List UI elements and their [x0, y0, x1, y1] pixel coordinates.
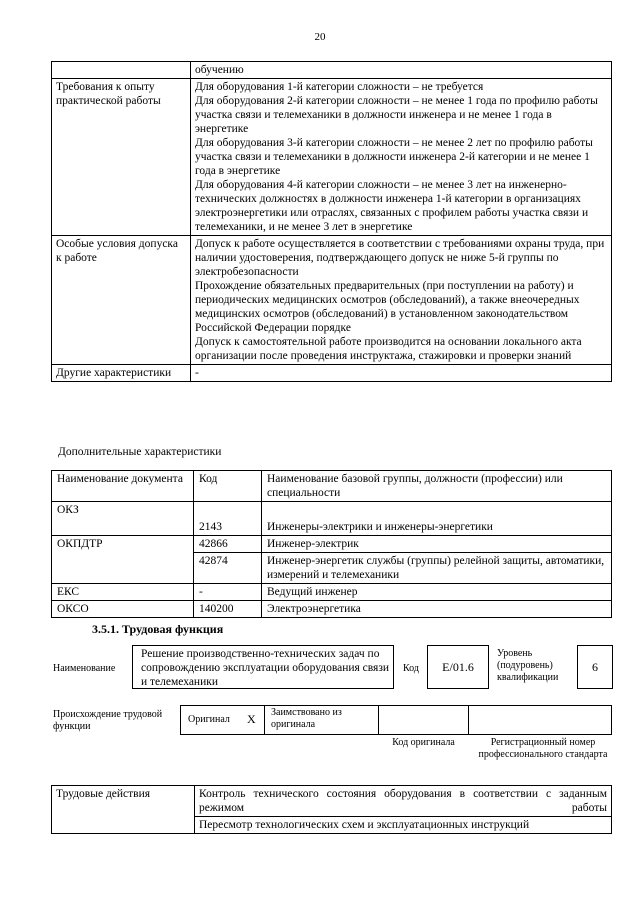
cell-name: Инженер-энергетик службы (группы) релейной защиты, автоматики, измерений и телемеханики	[262, 553, 612, 584]
original-mark: X	[247, 712, 256, 726]
row-label: Требования к опыту практической работы	[52, 79, 191, 236]
requirements-table	[51, 61, 612, 382]
cell-code: 140200	[194, 601, 262, 618]
additional-heading: Дополнительные характеристики	[58, 446, 222, 458]
paragraph: Для оборудования 2-й категории сложности – не менее 1 года по профилю работы участка связи и телемеханики в должности инженера и не менее 1 года в энергетике	[195, 95, 598, 135]
paragraph: обучению	[195, 64, 244, 76]
paragraph: -	[195, 367, 199, 379]
origin-label: Происхождение трудовой функции	[53, 709, 163, 732]
table-row	[52, 601, 612, 618]
code-original-caption: Код оригинала	[392, 737, 455, 748]
paragraph: Допуск к работе осуществляется в соответствии с требованиями охраны труда, при наличии удостоверения, подтверждающего допуск не ниже 5-й группы по электробезопасности	[195, 238, 605, 278]
original-label: Оригинал	[188, 714, 230, 725]
cell-code: 2143	[194, 502, 262, 536]
row-content	[191, 365, 612, 382]
cell-doc: ОКСО	[52, 601, 194, 618]
page-number: 20	[314, 31, 326, 43]
cell-doc: ОКЗ	[52, 502, 194, 536]
borrowed-label: Заимствовано из оригинала	[271, 707, 342, 730]
divider	[468, 705, 469, 735]
function-name-box: Решение производственно-технических задач по сопровождению эксплуатации оборудования связи и телемеханики	[132, 645, 394, 689]
cell-code: -	[194, 584, 262, 601]
cell-code: 42866	[194, 536, 262, 553]
table-row	[52, 236, 612, 365]
divider	[264, 705, 265, 735]
row-content	[191, 236, 612, 365]
name-label: Наименование	[53, 663, 116, 674]
cell-name: Ведущий инженер	[262, 584, 612, 601]
row-content	[191, 79, 612, 236]
table-row	[52, 62, 612, 79]
header-code: Код	[194, 471, 262, 502]
table-row	[52, 536, 612, 553]
action-item: Пересмотр технологических схем и эксплуатационных инструкций	[195, 817, 612, 834]
origin-box	[180, 705, 612, 735]
actions-table	[51, 785, 612, 834]
reg-number-caption: Регистрационный номер профессионального стандарта	[478, 737, 608, 760]
row-label	[52, 62, 191, 79]
level-label: Уровень (подуровень) квалификации	[497, 648, 559, 683]
cell-name: Инженеры-электрики и инженеры-энергетики	[262, 502, 612, 536]
cell-doc: ОКПДТР	[52, 536, 194, 584]
paragraph: Для оборудования 4-й категории сложности – не менее 3 лет на инженерно-технических должностях в должности инженера 1-й категории в организациях электроэнергетики или отраслях, связанных с профилем работы участка связи и телемеханики, и не менее 3 лет в энергетике	[195, 179, 589, 233]
header-name: Наименование базовой группы, должности (профессии) или специальности	[262, 471, 612, 502]
function-code-box: E/01.6	[427, 645, 489, 689]
function-heading: 3.5.1. Трудовая функция	[92, 622, 224, 636]
cell-code: 42874	[194, 553, 262, 584]
paragraph: Прохождение обязательных предварительных (при поступлении на работу) и периодических медицинских осмотров (обследований), а также внеочередных медицинских осмотров (обследований) в установленном законодательством Российской Федерации порядке	[195, 280, 580, 334]
level-box: 6	[577, 645, 613, 689]
table-row	[52, 79, 612, 236]
code-label: Код	[403, 663, 419, 674]
cell-doc: ЕКС	[52, 584, 194, 601]
actions-label: Трудовые действия	[52, 786, 195, 834]
additional-table	[51, 470, 612, 618]
table-row	[52, 365, 612, 382]
table-row	[52, 502, 612, 536]
cell-name: Электроэнергетика	[262, 601, 612, 618]
divider	[378, 705, 379, 735]
paragraph: Для оборудования 1-й категории сложности – не требуется	[195, 81, 484, 93]
row-label: Другие характеристики	[52, 365, 191, 382]
header-doc: Наименование документа	[52, 471, 194, 502]
paragraph: Допуск к самостоятельной работе производится на основании локального акта организации после проведения инструктажа, стажировки и проверки знаний	[195, 336, 582, 362]
table-header-row	[52, 471, 612, 502]
table-row	[52, 584, 612, 601]
action-item: Контроль технического состояния оборудования в соответствии с заданным режимом работы	[195, 786, 612, 817]
row-content	[191, 62, 612, 79]
cell-name: Инженер-электрик	[262, 536, 612, 553]
table-row	[52, 786, 612, 817]
row-label: Особые условия допуска к работе	[52, 236, 191, 365]
paragraph: Для оборудования 3-й категории сложности – не менее 2 лет по профилю работы участка связи и телемеханики в должности инженера 2-й категории и не менее 1 года в энергетике	[195, 137, 593, 177]
